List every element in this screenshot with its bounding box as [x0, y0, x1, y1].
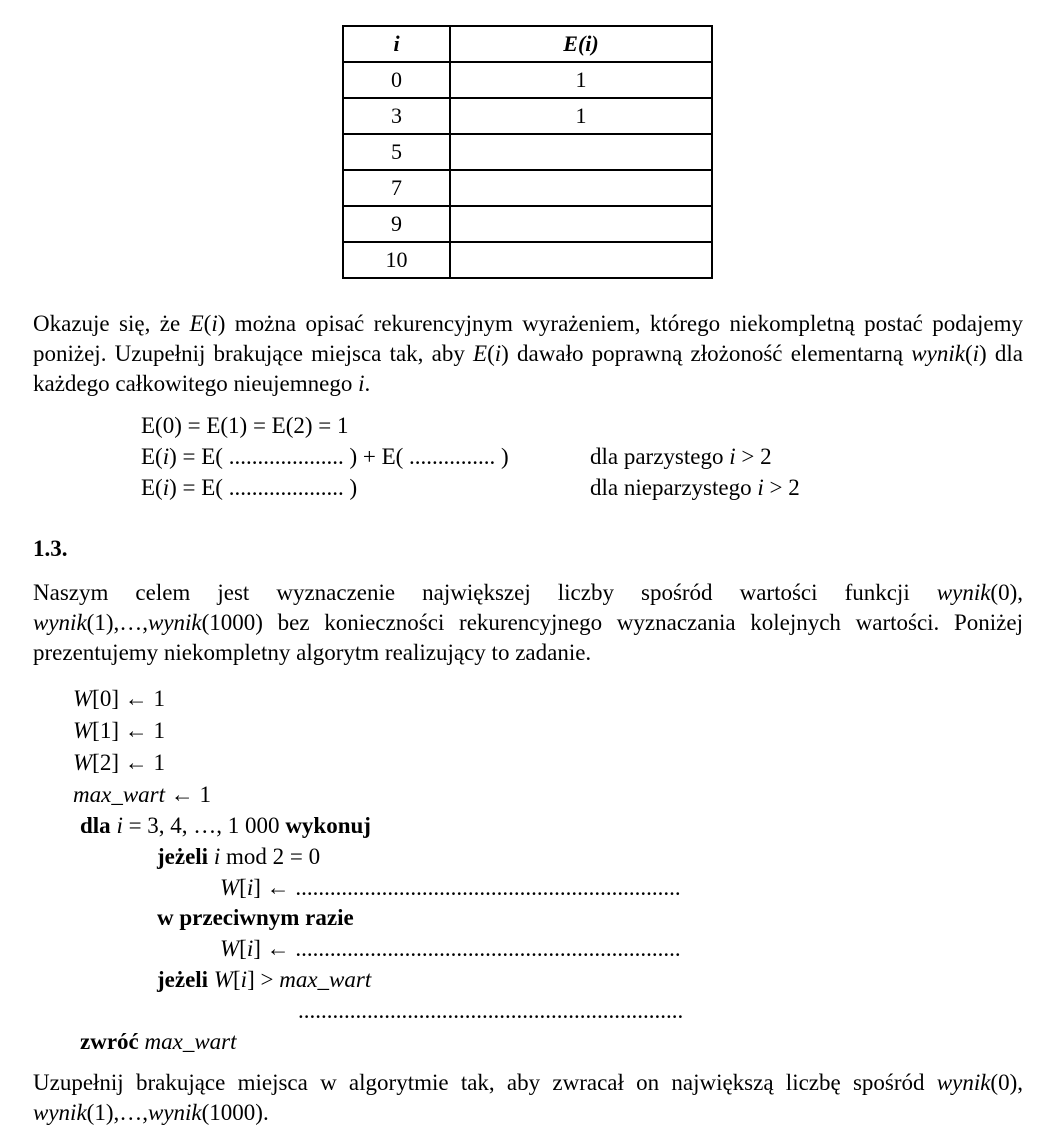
table-row [343, 170, 712, 206]
section-heading: 1.3. [33, 536, 68, 561]
algo-line-maxwart: max_wart ← 1 [73, 782, 211, 807]
algo-line-if-greater: jeżeli W[i] > max_wart [157, 967, 372, 992]
table-cell-e [450, 242, 712, 278]
table-header-i: i [343, 26, 450, 62]
algo-line-blank: ................................................................... [298, 998, 684, 1023]
table-row [343, 206, 712, 242]
table-cell-i: 7 [343, 170, 450, 206]
task-instruction-paragraph: Uzupełnij brakujące miejsca w algorytmie tak, aby zwracał on największą liczbę spośród wynik(0), wynik(1),…,wynik(1000). [33, 1070, 1023, 1125]
algo-line-w2: W[2] ← 1 [73, 750, 165, 775]
table-cell-i: 9 [343, 206, 450, 242]
algo-line-odd-assign: W[i] ← ................................................................... [220, 936, 681, 961]
table-row [343, 134, 712, 170]
table-header-row [343, 26, 712, 62]
algorithm-intro-paragraph: Naszym celem jest wyznaczenie największej liczby spośród wartości funkcji wynik(0), wynik(1),…,wynik(1000) bez konieczności rekurencyjnego wyznaczania kolejnych wartości. Poniżej prezentujemy niekompletny algorytm realizujący to zadanie. [33, 580, 1023, 665]
formula-odd-case: E(i) = E( .................... ) [141, 475, 358, 500]
table-cell-i: 5 [343, 134, 450, 170]
formula-odd-condition: dla nieparzystego i > 2 [590, 475, 800, 500]
table-cell-e: 1 [450, 98, 712, 134]
table-row [343, 62, 712, 98]
algo-line-else: w przeciwnym razie [157, 905, 354, 930]
algo-line-w0: W[0] ← 1 [73, 686, 165, 711]
table-cell-i: 10 [343, 242, 450, 278]
table-cell-e [450, 170, 712, 206]
table-row [343, 242, 712, 278]
table-cell-e: 1 [450, 62, 712, 98]
algo-line-loop: dla i = 3, 4, …, 1 000 wykonuj [80, 813, 371, 838]
algo-line-even-assign: W[i] ← ................................................................... [220, 875, 681, 900]
algo-line-w1: W[1] ← 1 [73, 718, 165, 743]
algo-line-return: zwróć max_wart [80, 1029, 237, 1054]
table-header-e: E(i) [450, 26, 712, 62]
algo-line-if-even: jeżeli i mod 2 = 0 [157, 844, 321, 869]
table-cell-i: 0 [343, 62, 450, 98]
formula-even-case: E(i) = E( .................... ) + E( ............... ) [141, 444, 509, 469]
recurrence-intro-paragraph: Okazuje się, że E(i) można opisać rekurencyjnym wyrażeniem, którego niekompletną postać podajemy poniżej. Uzupełnij brakujące miejsca tak, aby E(i) dawało poprawną złożoność elementarną wynik(i) dla każdego całkowitego nieujemnego i. [33, 311, 1023, 396]
table-cell-i: 3 [343, 98, 450, 134]
formula-even-condition: dla parzystego i > 2 [590, 444, 772, 469]
complexity-table [342, 25, 713, 279]
table-cell-e [450, 206, 712, 242]
formula-base-case: E(0) = E(1) = E(2) = 1 [141, 413, 349, 438]
table-cell-e [450, 134, 712, 170]
table-row [343, 98, 712, 134]
